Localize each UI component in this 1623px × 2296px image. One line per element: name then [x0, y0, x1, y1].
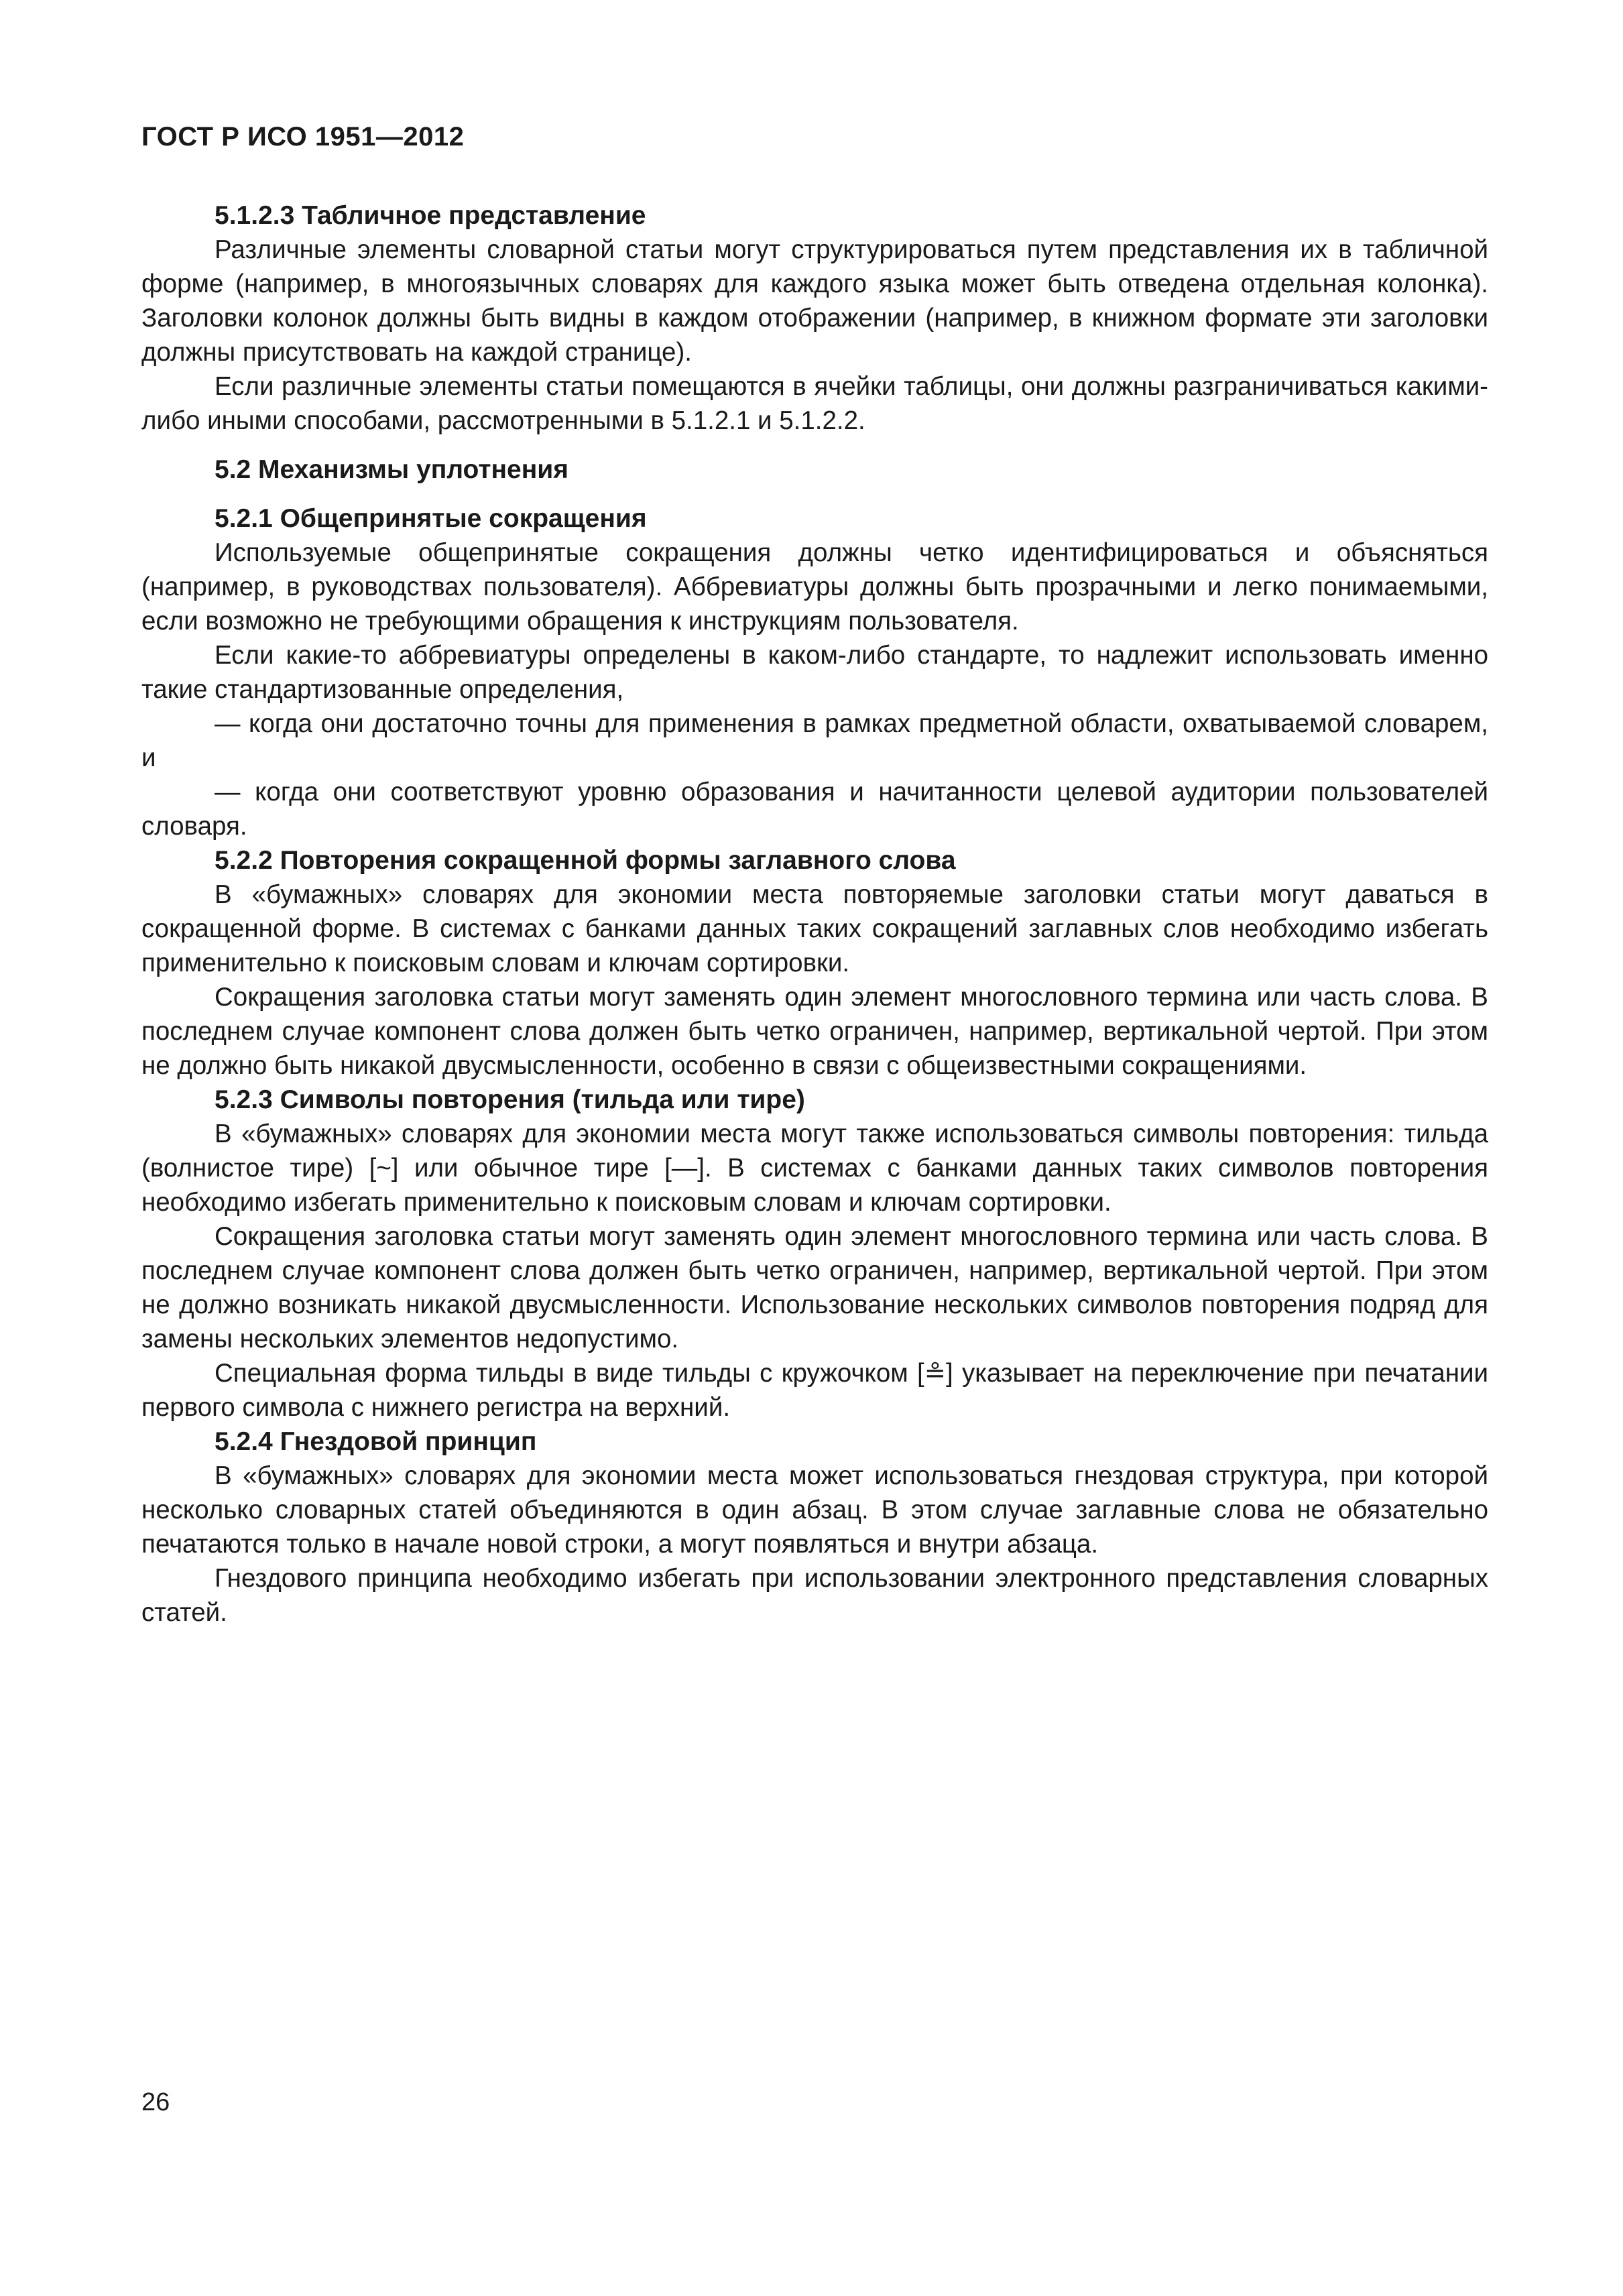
paragraph: В «бумажных» словарях для экономии места может использоваться гнездовая структура, при которой несколько словарных статей объединяются в один абзац. В этом случае заглавные слова не обязательно печатаются только в начале новой строки, а могут появляться и внутри абзаца. — [141, 1461, 1488, 1559]
page-header-standard-id: ГОСТ Р ИСО 1951—2012 — [141, 122, 465, 152]
list-item: — когда они достаточно точны для применения в рамках предметной области, охватываемой словарем, и — [141, 709, 1488, 772]
section-compaction-mechanisms — [141, 452, 1488, 487]
section-heading: 5.2.3 Символы повторения (тильда или тире) — [215, 1085, 805, 1114]
section-heading: 5.2.1 Общепринятые сокращения — [215, 504, 647, 533]
section-heading: 5.2.4 Гнездовой принцип — [215, 1427, 537, 1456]
paragraph: В «бумажных» словарях для экономии места повторяемые заголовки статьи могут даваться в сокращенной форме. В системах с банками данных таких сокращений заглавных слов необходимо избегать применительно к поисковым словам и ключам сортировки. — [141, 880, 1488, 977]
page-number: 26 — [141, 2088, 170, 2116]
document-body — [141, 198, 1488, 1630]
section-tabular-representation — [141, 198, 1488, 438]
section-repetition-symbols — [141, 1083, 1488, 1425]
paragraph: Сокращения заголовка статьи могут заменять один элемент многословного термина или часть слова. В последнем случае компонент слова должен быть четко ограничен, например, вертикальной чертой. При этом не должно быть никакой двусмысленности, особенно в связи с общеизвестными сокращениями. — [141, 983, 1488, 1080]
section-nesting-principle — [141, 1425, 1488, 1630]
section-heading: 5.2 Механизмы уплотнения — [215, 455, 569, 484]
list-item: — когда они соответствуют уровню образования и начитанности целевой аудитории пользователей словаря. — [141, 778, 1488, 841]
section-heading: 5.1.2.3 Табличное представление — [215, 201, 646, 230]
paragraph: Гнездового принципа необходимо избегать при использовании электронного представления словарных статей. — [141, 1564, 1488, 1627]
section-heading: 5.2.2 Повторения сокращенной формы заглавного слова — [215, 846, 956, 875]
paragraph: Сокращения заголовка статьи могут заменять один элемент многословного термина или часть слова. В последнем случае компонент слова должен быть четко ограничен, например, вертикальной чертой. При этом не должно возникать никакой двусмысленности. Использование нескольких символов повторения подряд для замены нескольких элементов недопустимо. — [141, 1222, 1488, 1353]
paragraph: Используемые общепринятые сокращения должны четко идентифицироваться и объясняться (например, в руководствах пользователя). Аббревиатуры должны быть прозрачными и легко понимаемыми, если возможно не требующими обращения к инструкциям пользователя. — [141, 538, 1488, 636]
paragraph: Специальная форма тильды в виде тильды с кружочком [≗] указывает на переключение при печатании первого символа с нижнего регистра на верхний. — [141, 1359, 1488, 1422]
paragraph: В «бумажных» словарях для экономии места могут также использоваться символы повторения: тильда (волнистое тире) [~] или обычное тире [—]. В системах с банками данных таких символов повторения необходимо избегать применительно к поисковым словам и ключам сортировки. — [141, 1120, 1488, 1217]
paragraph: Если различные элементы статьи помещаются в ячейки таблицы, они должны разграничиваться какими-либо иными способами, рассмотренными в 5.1.2.1 и 5.1.2.2. — [141, 372, 1488, 435]
paragraph: Если какие-то аббревиатуры определены в каком-либо стандарте, то надлежит использовать именно такие стандартизованные определения, — [141, 641, 1488, 704]
section-headword-abbreviation — [141, 843, 1488, 1083]
paragraph: Различные элементы словарной статьи могут структурироваться путем представления их в табличной форме (например, в многоязычных словарях для каждого языка может быть отведена отдельная колонка). Заголовки колонок должны быть видны в каждом отображении (например, в книжном формате эти заголовки должны присутствовать на каждой странице). — [141, 235, 1488, 367]
section-common-abbreviations — [141, 501, 1488, 843]
